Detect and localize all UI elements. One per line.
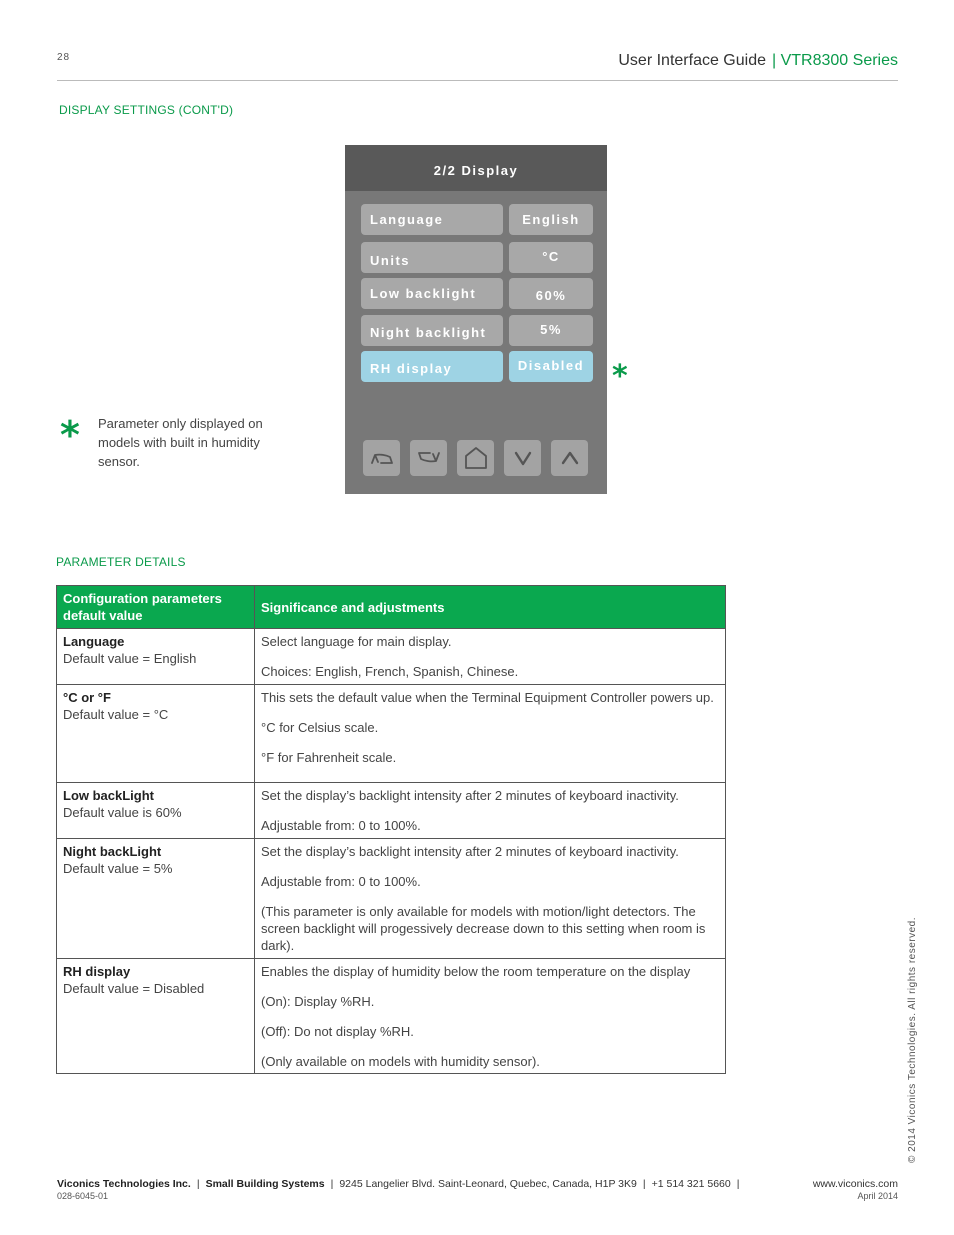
back-button[interactable] <box>363 440 400 476</box>
parameter-default: Default value = °C <box>63 707 169 722</box>
down-button[interactable] <box>504 440 541 476</box>
back-arrow-icon <box>369 445 395 471</box>
description-line: Set the display’s backlight intensity after 2 minutes of keyboard inactivity. <box>261 844 679 859</box>
menu-item-rh-display[interactable]: RH display <box>361 351 503 382</box>
footer-division: Small Building Systems <box>205 1178 325 1190</box>
menu-value-low-backlight[interactable]: 60% <box>509 278 593 309</box>
footer-doc-number: 028-6045-01 <box>57 1191 109 1201</box>
description-line: Set the display’s backlight intensity after 2 minutes of keyboard inactivity. <box>261 788 679 803</box>
menu-value-rh-display[interactable]: Disabled <box>509 351 593 382</box>
parameter-cell <box>57 685 255 783</box>
column-header-significance: Significance and adjustments <box>255 586 726 629</box>
parameter-name: °C or °F <box>63 690 111 705</box>
table-row <box>57 839 726 959</box>
table-header-row <box>57 586 726 629</box>
description-cell <box>255 685 726 783</box>
footer-company: Viconics Technologies Inc. <box>57 1178 191 1190</box>
footer-address: 9245 Langelier Blvd. Saint-Leonard, Quebec, Canada, H1P 3K9 <box>339 1178 637 1190</box>
parameter-default: Default value = English <box>63 651 197 666</box>
footer-date: April 2014 <box>857 1191 898 1201</box>
description-line: (Only available on models with humidity sensor). <box>261 1054 540 1069</box>
description-line: Choices: English, French, Spanish, Chinese. <box>261 664 519 679</box>
rh-asterisk: * <box>612 359 628 394</box>
menu-item-low-backlight[interactable]: Low backlight <box>361 278 503 309</box>
parameter-name: Night backLight <box>63 844 162 859</box>
footer-contact: Viconics Technologies Inc. | Small Building Systems | 9245 Langelier Blvd. Saint-Leonard, Quebec, Canada, H1P 3K9 | +1 514 321 5660 | <box>57 1178 740 1190</box>
footer-website[interactable]: www.viconics.com <box>812 1178 898 1190</box>
parameter-cell <box>57 783 255 839</box>
description-cell <box>255 839 726 959</box>
parameter-default: Default value = Disabled <box>63 981 205 996</box>
description-line: Adjustable from: 0 to 100%. <box>261 818 421 833</box>
menu-item-language[interactable]: Language <box>361 204 503 235</box>
parameter-table <box>56 585 726 1074</box>
home-icon <box>463 445 489 471</box>
table-row <box>57 685 726 783</box>
page-number: 28 <box>57 52 71 63</box>
description-line: °F for Fahrenheit scale. <box>261 750 397 765</box>
section-display-settings: DISPLAY SETTINGS (CONT'D) <box>59 103 234 117</box>
home-button[interactable] <box>457 440 494 476</box>
menu-value-language[interactable]: English <box>509 204 593 235</box>
menu-item-night-backlight[interactable]: Night backlight <box>361 315 503 346</box>
menu-value-units[interactable]: °C <box>509 242 593 273</box>
table-row <box>57 629 726 685</box>
side-copyright: © 2014 Viconics Technologies. All rights reserved. <box>907 916 918 1163</box>
note-asterisk: * <box>60 413 80 457</box>
menu-item-units[interactable]: Units <box>361 242 503 273</box>
series-name: VTR8300 Series <box>780 52 898 69</box>
description-line: This sets the default value when the Terminal Equipment Controller powers up. <box>261 690 714 705</box>
humidity-note: Parameter only displayed on models with built in humidity sensor. <box>98 416 263 469</box>
chevron-up-icon <box>557 445 583 471</box>
table-row <box>57 783 726 839</box>
parameter-name: Low backLight <box>63 788 154 803</box>
device-screen <box>345 145 607 494</box>
forward-arrow-icon <box>416 445 442 471</box>
description-cell <box>255 959 726 1074</box>
parameter-cell <box>57 629 255 685</box>
parameter-cell <box>57 839 255 959</box>
parameter-name: RH display <box>63 964 131 979</box>
forward-button[interactable] <box>410 440 447 476</box>
header-rule <box>57 80 898 81</box>
chevron-down-icon <box>510 445 536 471</box>
guide-title-text: User Interface Guide <box>618 52 766 69</box>
parameter-default: Default value is 60% <box>63 805 182 820</box>
guide-title <box>618 52 898 70</box>
title-separator: | <box>772 52 777 69</box>
parameter-default: Default value = 5% <box>63 861 173 876</box>
up-button[interactable] <box>551 440 588 476</box>
table-row <box>57 959 726 1074</box>
description-cell <box>255 783 726 839</box>
column-header-parameter: Configuration parameters default value <box>57 586 255 629</box>
parameter-cell <box>57 959 255 1074</box>
description-line: (Off): Do not display %RH. <box>261 1024 414 1039</box>
section-parameter-details: PARAMETER DETAILS <box>56 555 186 569</box>
description-line: Adjustable from: 0 to 100%. <box>261 874 421 889</box>
description-line: Enables the display of humidity below the room temperature on the display <box>261 964 691 979</box>
parameter-name: Language <box>63 634 125 649</box>
description-line: °C for Celsius scale. <box>261 720 379 735</box>
description-cell <box>255 629 726 685</box>
description-line: (On): Display %RH. <box>261 994 375 1009</box>
footer-phone: +1 514 321 5660 <box>651 1178 731 1190</box>
device-screen-title: 2/2 Display <box>345 145 607 191</box>
description-line: Select language for main display. <box>261 634 452 649</box>
menu-value-night-backlight[interactable]: 5% <box>509 315 593 346</box>
description-line: (This parameter is only available for models with motion/light detectors. The screen backlight will progessively decrease down to this setting when room is dark). <box>261 904 706 953</box>
